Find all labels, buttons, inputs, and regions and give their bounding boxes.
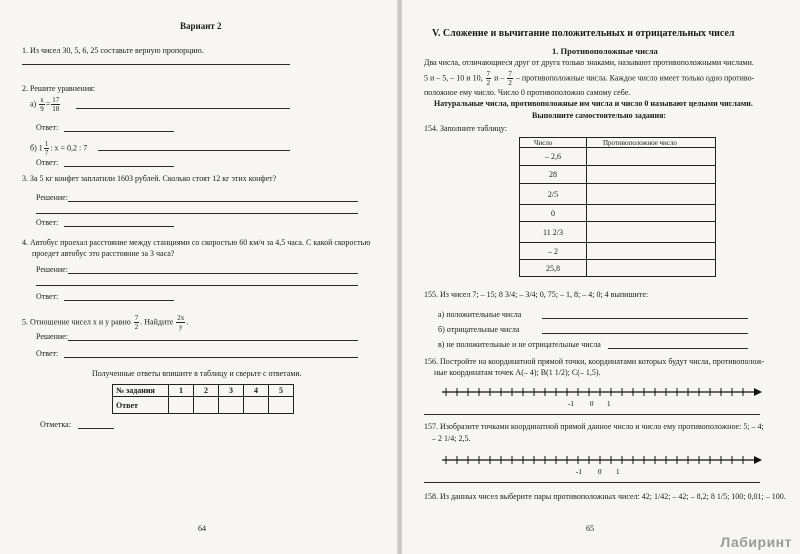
intro-line-4: Натуральные числа, противоположные им числа и число 0 называют целыми числами.: [434, 99, 753, 108]
answer-line: [64, 300, 174, 301]
fraction: [51, 96, 60, 113]
fraction: [134, 314, 140, 331]
table-row: [520, 222, 716, 243]
intro-text: 5 и – 5, – 10 и 10,: [424, 73, 483, 83]
denominator: 2: [508, 79, 512, 87]
question-155: 155. Из чисел 7; – 15; 8 3/4; – 3/4; 0, 75; – 1, 8; – 4; 0; 4 выпишите:: [424, 290, 649, 299]
table-row: [113, 397, 294, 414]
table-cell[interactable]: [587, 184, 716, 205]
answer-line: [64, 226, 174, 227]
answer-line: [608, 348, 748, 349]
page-number-left: 64: [198, 524, 206, 533]
table-row: [520, 138, 716, 148]
table-cell[interactable]: [587, 205, 716, 222]
section-title: 1. Противоположные числа: [552, 46, 658, 56]
table-row: [520, 166, 716, 184]
question-5-mid: . Найдите: [140, 317, 174, 327]
question-158: 158. Из данных чисел выберите пары противоположных чисел: 42; 1/42; – 42; – 8,2; 8 1/5; 100; 0,01; – 100.: [424, 492, 786, 501]
answer-line: [22, 64, 290, 65]
equation-a: а) $\frac{x}{9}$ = $\frac{17}{18}$: [30, 96, 60, 113]
answer-line: [76, 108, 290, 109]
table-cell: 3: [219, 385, 244, 397]
answer-line: [36, 285, 358, 286]
table-cell: 25,8: [520, 260, 587, 277]
numerator: x: [40, 96, 44, 104]
answer-line: [68, 201, 358, 202]
table-cell[interactable]: [587, 260, 716, 277]
numerator: 1: [44, 140, 49, 148]
number-line-156[interactable]: [442, 384, 762, 410]
question-2: 2. Решите уравнения:: [22, 84, 96, 93]
denominator: 2: [486, 79, 491, 87]
solution-label: Решение:: [36, 265, 68, 274]
table-row: [520, 260, 716, 277]
answer-label: Ответ:: [36, 158, 59, 167]
denominator: y: [179, 323, 183, 331]
fraction: [44, 140, 50, 157]
axis-arrow: [754, 388, 762, 396]
intro-text: – противоположные числа. Каждое число имеет только одно противо-: [515, 73, 755, 83]
answer-label: Ответ:: [36, 218, 59, 227]
answer-line: [64, 131, 174, 132]
answer-line: [36, 213, 358, 214]
question-5: 5. Отношение чисел x и y равно $\frac{7}{2}$ . Найдите $\frac{2x}{y}$ .: [22, 314, 189, 331]
fraction: [486, 70, 492, 87]
table-cell: 4: [244, 385, 269, 397]
answer-label: Ответ:: [36, 292, 59, 301]
table-row: [520, 148, 716, 166]
results-note: Полученные ответы впишите в таблицу и сверьте с ответами.: [92, 369, 302, 378]
intro-text: и –: [494, 73, 505, 83]
opposites-table: [519, 137, 716, 277]
table-cell[interactable]: [587, 166, 716, 184]
table-row: [113, 385, 294, 397]
table-cell: № задания: [113, 385, 169, 397]
question-5-text: 5. Отношение чисел x и y равно: [22, 317, 131, 327]
mark-label: Отметка:: [40, 420, 71, 429]
task-header: Выполните самостоятельно задания:: [532, 111, 667, 120]
axis-label: 0: [590, 400, 594, 408]
table-cell[interactable]: [587, 222, 716, 243]
question-1: 1. Из чисел 30, 5, 6, 25 составьте верную пропорцию.: [22, 46, 204, 55]
question-4-line2: проедет автобус это расстояние за 3 часа?: [32, 249, 175, 258]
equation-b-tail: : x = 0,2 : 7: [50, 143, 88, 153]
right-page: [402, 0, 800, 554]
axis-label: 0: [598, 468, 602, 476]
axis-arrow: [754, 456, 762, 464]
table-cell[interactable]: [269, 397, 294, 414]
question-155b: б) отрицательные числа: [438, 325, 520, 334]
axis-label: 1: [607, 400, 611, 408]
chapter-title: V. Сложение и вычитание положительных и отрицательных чисел: [432, 28, 735, 39]
numerator: 2x: [177, 314, 185, 322]
numerator: 7: [486, 70, 491, 78]
table-cell: – 2,6: [520, 148, 587, 166]
table-cell[interactable]: [587, 148, 716, 166]
table-cell: 1: [169, 385, 194, 397]
denominator: 2: [134, 323, 139, 331]
table-cell[interactable]: [587, 243, 716, 260]
results-table: [112, 384, 294, 414]
left-page: [0, 0, 398, 554]
question-156-line1: 156. Постройте на координатной прямой точки, координатами которых будут числа, противополож-: [424, 357, 765, 366]
question-4-line1: 4. Автобус проехал расстояние между станциями со скоростью 60 км/ч за 4,5 часа. С какой скоростью: [22, 238, 371, 247]
table-cell[interactable]: [219, 397, 244, 414]
equation-b-label: б) 1: [30, 143, 43, 153]
axis-label: -1: [568, 400, 574, 408]
table-header-cell: Число: [520, 138, 587, 148]
question-157-line1: 157. Изобразите точками координатной прямой данное число и число ему противоположное: 5; – 4;: [424, 422, 764, 431]
answer-line: [64, 166, 174, 167]
intro-line-1: Два числа, отличающиеся друг от друга только знаками, называют противоположными числами.: [424, 58, 754, 67]
equation-b: [30, 140, 87, 157]
question-154: 154. Заполните таблицу:: [424, 124, 507, 133]
answer-line: [68, 340, 358, 341]
answer-line: [68, 273, 358, 274]
numerator: 7: [508, 70, 512, 78]
table-cell: 11 2/3: [520, 222, 587, 243]
page-number-right: 65: [586, 524, 594, 533]
fraction: [39, 96, 45, 113]
denominator: 9: [40, 105, 44, 113]
table-cell: Ответ: [113, 397, 169, 414]
question-155a: а) положительные числа: [438, 310, 522, 319]
answer-label: Ответ:: [36, 349, 59, 358]
answer-line: [424, 482, 760, 483]
table-row: [520, 184, 716, 205]
solution-label: Решение:: [36, 332, 68, 341]
denominator: 18: [52, 105, 60, 113]
answer-line: [542, 333, 748, 334]
axis-label: -1: [576, 468, 582, 476]
mark-line: [78, 428, 114, 429]
table-cell: 2: [194, 385, 219, 397]
table-cell: – 2: [520, 243, 587, 260]
table-cell[interactable]: [169, 397, 194, 414]
question-156-line2: ные координатам точек А(– 4); В(1 1/2); С(– 1,5).: [434, 368, 601, 377]
intro-line-3: положное ему число. Число 0 противоположно самому себе.: [424, 88, 631, 97]
number-line-157[interactable]: [442, 452, 762, 478]
fraction: [176, 314, 185, 331]
answer-line: [98, 150, 290, 151]
answer-line: [542, 318, 748, 319]
watermark-logo: Лабиринт: [720, 534, 792, 550]
question-155c: в) не положительные и не отрицательные числа: [438, 340, 601, 349]
question-157-line2: – 2 1/4; 2,5.: [432, 434, 471, 443]
table-cell: 28: [520, 166, 587, 184]
table-cell[interactable]: [244, 397, 269, 414]
denominator: 7: [44, 149, 49, 157]
fraction: [507, 70, 513, 87]
axis-label: 1: [616, 468, 620, 476]
answer-line: [64, 357, 358, 358]
table-cell: 2/5: [520, 184, 587, 205]
answer-label: Ответ:: [36, 123, 59, 132]
table-row: [520, 205, 716, 222]
table-cell[interactable]: [194, 397, 219, 414]
numerator: 17: [52, 96, 60, 104]
question-3: 3. За 5 кг конфет заплатили 1603 рублей. Сколько стоят 12 кг этих конфет?: [22, 174, 277, 183]
table-header-cell: Противоположное число: [587, 138, 716, 148]
answer-line: [424, 414, 760, 415]
variant-title: Вариант 2: [180, 21, 222, 31]
table-row: [520, 243, 716, 260]
equation-a-label: а): [30, 99, 37, 109]
table-cell: 0: [520, 205, 587, 222]
solution-label: Решение:: [36, 193, 68, 202]
table-cell: 5: [269, 385, 294, 397]
numerator: 7: [134, 314, 139, 322]
intro-line-2: [424, 70, 754, 87]
